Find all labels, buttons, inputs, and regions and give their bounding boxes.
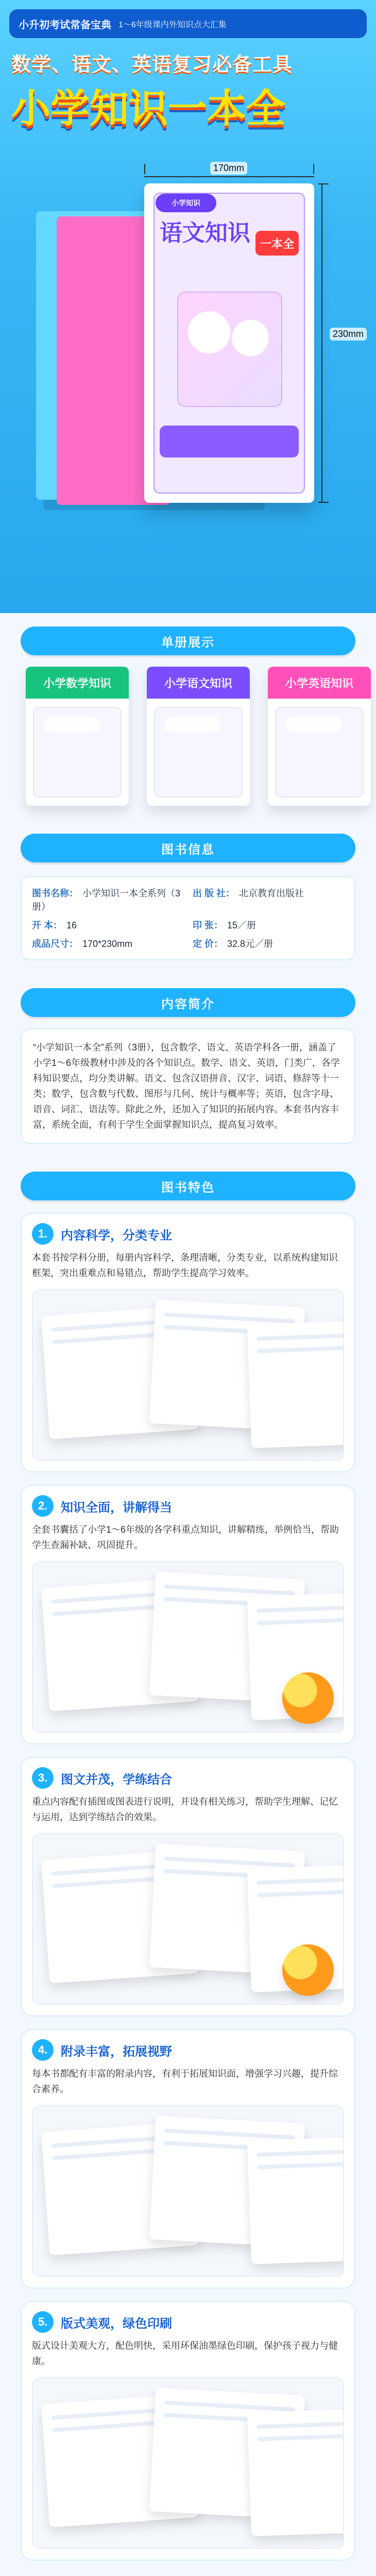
feature-3-cartoon-sticker [282, 1944, 334, 1996]
feature-3-desc: 重点内容配有插图或图表进行说明，并设有相关练习，帮助学生理解、记忆与运用，达到学练结合的效果。 [32, 1797, 338, 1822]
feature-4-title: 附录丰富，拓展视野 [61, 2044, 172, 2059]
feature-1-sheet-3 [247, 1319, 344, 1448]
feature-2-number: 2. [32, 1495, 54, 1517]
book-stack [0, 134, 376, 536]
info-value: 小学知识一本全系列（3册） [32, 888, 181, 912]
info-key: 开 本： [32, 920, 63, 930]
info-value: 170*230mm [82, 939, 133, 949]
main-book-logo: 小学知识 [156, 194, 216, 212]
cover-math-body [33, 707, 122, 798]
feature-2-shots [32, 1561, 344, 1733]
hero-section [0, 0, 376, 613]
book-info-section [0, 820, 376, 975]
feature-2-title: 知识全面，讲解得当 [61, 1500, 172, 1515]
feature-4-number: 4. [32, 2039, 54, 2061]
section-title-single-covers: 单册展示 [21, 626, 355, 655]
info-key: 成品尺寸： [32, 939, 78, 949]
info-key: 出 版 社： [193, 888, 235, 899]
info-value: 16 [66, 920, 77, 930]
feature-2-cartoon-sticker [282, 1672, 334, 1724]
feature-1 [21, 1213, 355, 1472]
info-left-0 [32, 886, 183, 913]
feature-1-shots [32, 1289, 344, 1461]
feature-2-desc: 全套书囊括了小学1～6年级的各学科重点知识，讲解精练，举例恰当，帮助学生查漏补缺、巩固提升。 [32, 1524, 339, 1550]
feature-4-sheet-3 [247, 2136, 344, 2264]
width-dimension-label: 170mm [210, 162, 247, 175]
feature-3-header [22, 1758, 354, 1794]
cover-math-title: 小学数学知识 [26, 667, 129, 699]
banner-right-text: 1～6年级课内外知识点大汇集 [118, 20, 227, 29]
info-value: 北京教育出版社 [239, 888, 304, 899]
single-covers-section [0, 613, 376, 820]
cover-english [268, 667, 371, 806]
section-title-features: 图书特色 [21, 1172, 355, 1200]
info-value: 32.8元／册 [227, 939, 274, 949]
info-left-1 [32, 918, 183, 931]
feature-4-desc: 每本书都配有丰富的附录内容，有利于拓展知识面，增强学习兴趣，提升综合素养。 [32, 2069, 338, 2094]
height-dimension-line [321, 183, 332, 503]
feature-1-desc: 本套书按学科分册，每册内容科学，条理清晰，分类专业，以系统构建知识框架，突出重难点和易错点，帮助学生提高学习效率。 [32, 1252, 338, 1278]
section-title-book-info: 图书信息 [21, 834, 355, 862]
cover-math-chip [43, 717, 100, 733]
hero-title-line-1: 数学、语文、英语复习必备工具 [11, 54, 293, 76]
section-title-intro: 内容简介 [21, 988, 355, 1017]
main-book-illustration [177, 292, 282, 407]
feature-4 [21, 2029, 355, 2289]
info-right-1 [193, 918, 344, 931]
banner-left-text: 小升初考试常备宝典 [19, 19, 111, 31]
feature-5-title: 版式美观，绿色印刷 [61, 2316, 172, 2331]
book-info-grid [32, 886, 344, 950]
cover-chinese-chip [164, 717, 221, 733]
feature-3-number: 3. [32, 1767, 54, 1789]
cover-chinese [147, 667, 250, 806]
main-book-cover [144, 183, 314, 503]
top-banner [9, 9, 367, 38]
cover-chinese-title: 小学语文知识 [147, 667, 250, 699]
feature-1-title: 内容科学，分类专业 [61, 1228, 172, 1243]
main-book-subject: 语文知识 [160, 221, 250, 246]
feature-5-shots [32, 2377, 344, 2549]
feature-3-shots [32, 1833, 344, 2005]
features-section [0, 1158, 376, 2575]
cover-english-body [275, 707, 364, 798]
feature-5 [21, 2301, 355, 2561]
info-key: 定 价： [193, 939, 224, 949]
info-right-2 [193, 937, 344, 950]
cover-math [26, 667, 129, 806]
info-key: 印 张： [193, 920, 224, 930]
feature-5-header [22, 2302, 354, 2338]
main-book-bottom-bar [160, 426, 299, 457]
cover-english-chip [285, 717, 342, 733]
feature-1-number: 1. [32, 1223, 54, 1245]
single-covers [26, 667, 353, 806]
feature-3-title: 图文并茂，学练结合 [61, 1772, 172, 1787]
main-book-badge: 一本全 [255, 231, 299, 256]
info-value: 15／册 [227, 920, 257, 930]
intro-section [0, 975, 376, 1158]
cover-english-title: 小学英语知识 [268, 667, 371, 699]
intro-text: “小学知识一本全”系列（3册），包含数学、语文、英语学科各一册，涵盖了小学1～6年级教材中涉及的各个知识点。数学、语文、英语，门类广，各学科知识要点，均分类讲解。语文、包含汉语拼音、汉字、词语、修辞等十一类；数学，包含数与代数、图形与几何、统计与概率等；英语，包含字母、语音、词汇、语法等。除此之外，还加入了知识的拓展内容。本套书内容丰富，系统全面，有利于学生全面掌握知识点，提高复习效率。 [21, 1028, 355, 1144]
info-left-2 [32, 937, 183, 950]
height-dimension-label: 230mm [330, 328, 367, 341]
hero-title-line-2: 小学知识一本全 [11, 87, 285, 131]
feature-5-desc: 版式设计美观大方，配色明快，采用环保油墨绿色印刷，保护孩子视力与健康。 [32, 2341, 338, 2366]
cover-chinese-body [154, 707, 243, 798]
feature-4-shots [32, 2105, 344, 2277]
book-info-card [21, 876, 355, 960]
feature-5-number: 5. [32, 2311, 54, 2333]
feature-4-header [22, 2030, 354, 2066]
info-right-0 [193, 886, 344, 913]
feature-1-header [22, 1214, 354, 1250]
info-key: 图书名称： [32, 888, 78, 899]
feature-3 [21, 1757, 355, 2016]
feature-5-sheet-3 [247, 2408, 344, 2536]
feature-2-header [22, 1486, 354, 1522]
feature-2 [21, 1485, 355, 1744]
